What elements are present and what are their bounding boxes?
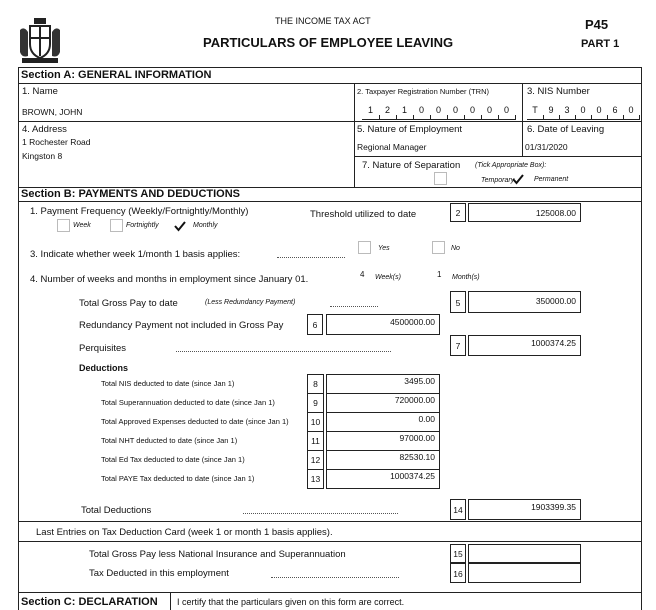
- nature-employment-label: 5. Nature of Employment: [357, 124, 463, 135]
- nis-digit: 6: [612, 105, 618, 115]
- basis-no-label: No: [451, 245, 460, 252]
- basis-yes-checkbox[interactable]: [358, 241, 371, 254]
- trn-digit: 1: [367, 105, 373, 115]
- date-leaving-value[interactable]: 01/31/2020: [525, 142, 568, 152]
- deduction-label: Total Approved Expenses deducted to date (since Jan 1): [101, 417, 289, 426]
- gross-less-value[interactable]: [468, 544, 581, 563]
- trn-digit: 0: [503, 105, 509, 115]
- separation-label: 7. Nature of Separation: [362, 160, 461, 171]
- temporary-checkbox[interactable]: [434, 172, 447, 185]
- gross-label: Total Gross Pay to date: [79, 298, 178, 309]
- divider: [18, 541, 642, 542]
- gross-value[interactable]: 350000.00: [468, 291, 581, 313]
- threshold-num: 2: [450, 203, 466, 222]
- deduction-label: Total Superannuation deducted to date (since Jan 1): [101, 398, 275, 407]
- total-deductions-value[interactable]: 1903399.35: [468, 499, 581, 520]
- divider: [18, 83, 642, 84]
- nis-digits[interactable]: [527, 100, 639, 120]
- divider: [18, 201, 642, 202]
- section-a-title: Section A: GENERAL INFORMATION: [21, 69, 212, 81]
- comb-baseline: [362, 119, 515, 120]
- act-title: THE INCOME TAX ACT: [275, 16, 371, 26]
- gross-less-label: Total Gross Pay less National Insurance and Superannuation: [89, 549, 346, 560]
- address-line1[interactable]: 1 Rochester Road: [22, 137, 91, 147]
- deduction-value[interactable]: 720000.00: [326, 393, 440, 413]
- fortnightly-checkbox[interactable]: [110, 219, 123, 232]
- dots: [243, 513, 398, 514]
- basis-yes-label: Yes: [378, 245, 390, 252]
- form-part: PART 1: [581, 38, 620, 50]
- dots: [330, 306, 378, 307]
- deduction-num: 11: [307, 431, 324, 451]
- address-line2[interactable]: Kingston 8: [22, 151, 63, 161]
- trn-digit: 0: [435, 105, 441, 115]
- divider: [522, 83, 523, 157]
- months-value[interactable]: 1: [437, 270, 442, 279]
- deduction-value[interactable]: 0.00: [326, 412, 440, 432]
- perquisites-value[interactable]: 1000374.25: [468, 335, 581, 356]
- total-deductions-num: 14: [450, 499, 466, 520]
- temporary-label: Temporary: [481, 177, 515, 184]
- frame-left: [18, 67, 19, 610]
- deduction-value[interactable]: 1000374.25: [326, 469, 440, 489]
- declaration-text: I certify that the particulars given on this form are correct.: [177, 597, 405, 607]
- divider: [18, 121, 642, 122]
- week-label: Week: [73, 222, 91, 229]
- trn-digits[interactable]: [362, 100, 520, 120]
- fortnightly-label: Fortnightly: [126, 222, 159, 229]
- address-label: 4. Address: [22, 124, 67, 135]
- deduction-value[interactable]: 3495.00: [326, 374, 440, 394]
- nis-digit: 0: [628, 105, 634, 115]
- deduction-label: Total PAYE Tax deducted to date (since Jan 1): [101, 474, 255, 483]
- form-code: P45: [585, 17, 609, 32]
- divider: [354, 83, 355, 187]
- trn-digit: 0: [469, 105, 475, 115]
- weeks-value[interactable]: 4: [360, 270, 365, 279]
- nis-digit: 0: [580, 105, 586, 115]
- separation-hint: (Tick Appropriate Box):: [475, 162, 547, 169]
- divider: [170, 593, 171, 610]
- coat-of-arms-logo: [16, 16, 64, 66]
- gross-num: 5: [450, 291, 466, 313]
- name-label: 1. Name: [22, 86, 58, 97]
- trn-digit: 1: [401, 105, 407, 115]
- threshold-label: Threshold utilized to date: [310, 209, 417, 220]
- months-unit: Month(s): [452, 274, 480, 281]
- deduction-num: 9: [307, 393, 324, 413]
- perquisites-label: Perquisites: [79, 343, 126, 354]
- comb-baseline: [527, 119, 639, 120]
- redundancy-num: 6: [307, 314, 323, 335]
- tax-deducted-value[interactable]: [468, 563, 581, 583]
- basis-no-checkbox[interactable]: [432, 241, 445, 254]
- deduction-num: 8: [307, 374, 324, 394]
- tax-deducted-label: Tax Deducted in this employment: [89, 568, 229, 579]
- last-entries-label: Last Entries on Tax Deduction Card (week 1 or month 1 basis applies).: [36, 527, 333, 538]
- nis-label: 3. NIS Number: [527, 86, 590, 97]
- threshold-value[interactable]: 125008.00: [468, 203, 581, 222]
- trn-digit: 0: [418, 105, 424, 115]
- redundancy-value[interactable]: 4500000.00: [326, 314, 440, 335]
- deduction-num: 12: [307, 450, 324, 470]
- deduction-label: Total NHT deducted to date (since Jan 1): [101, 436, 238, 445]
- deduction-label: Total NIS deducted to date (since Jan 1): [101, 379, 235, 388]
- section-b-title: Section B: PAYMENTS AND DEDUCTIONS: [21, 188, 241, 200]
- comb-tick: [515, 115, 516, 120]
- redundancy-label: Redundancy Payment not included in Gross Pay: [79, 320, 284, 331]
- name-value[interactable]: BROWN, JOHN: [22, 107, 83, 117]
- basis-label: 3. Indicate whether week 1/month 1 basis applies:: [30, 249, 241, 260]
- trn-digit: 0: [452, 105, 458, 115]
- week-checkbox[interactable]: [57, 219, 70, 232]
- dots: [277, 257, 345, 258]
- perquisites-num: 7: [450, 335, 466, 356]
- frame-top: [18, 67, 642, 68]
- deduction-value[interactable]: 97000.00: [326, 431, 440, 451]
- trn-digit: 2: [384, 105, 390, 115]
- deduction-label: Total Ed Tax deducted to date (since Jan 1): [101, 455, 245, 464]
- frame-right: [641, 67, 642, 610]
- date-leaving-label: 6. Date of Leaving: [527, 124, 605, 135]
- comb-tick: [639, 115, 640, 120]
- nature-employment-value[interactable]: Regional Manager: [357, 142, 427, 152]
- weeks-unit: Week(s): [375, 274, 401, 281]
- dots: [176, 351, 391, 352]
- freq-label: 1. Payment Frequency (Weekly/Fortnightly/Monthly): [30, 206, 249, 217]
- deduction-num: 10: [307, 412, 324, 432]
- gross-hint: (Less Redundancy Payment): [205, 299, 296, 306]
- tax-deducted-num: 16: [450, 563, 466, 583]
- checkmark-icon: [174, 219, 186, 237]
- monthly-label: Monthly: [193, 222, 218, 229]
- deduction-value[interactable]: 82530.10: [326, 450, 440, 470]
- divider: [18, 521, 642, 522]
- trn-digit: 0: [486, 105, 492, 115]
- nis-digit: 3: [564, 105, 570, 115]
- section-c-title: Section C: DECLARATION: [21, 596, 158, 608]
- nis-digit: 9: [548, 105, 554, 115]
- form-title: PARTICULARS OF EMPLOYEE LEAVING: [203, 35, 454, 50]
- permanent-label: Permanent: [534, 176, 569, 183]
- trn-label: 2. Taxpayer Registration Number (TRN): [357, 87, 489, 96]
- dots: [271, 577, 399, 578]
- nis-digit: 0: [596, 105, 602, 115]
- deductions-title: Deductions: [79, 363, 129, 373]
- total-deductions-label: Total Deductions: [81, 505, 152, 516]
- weeks-label: 4. Number of weeks and months in employment since January 01.: [30, 274, 309, 285]
- gross-less-num: 15: [450, 544, 466, 563]
- nis-digit: T: [532, 105, 538, 115]
- divider: [18, 592, 642, 593]
- divider: [354, 156, 642, 157]
- deduction-num: 13: [307, 469, 324, 489]
